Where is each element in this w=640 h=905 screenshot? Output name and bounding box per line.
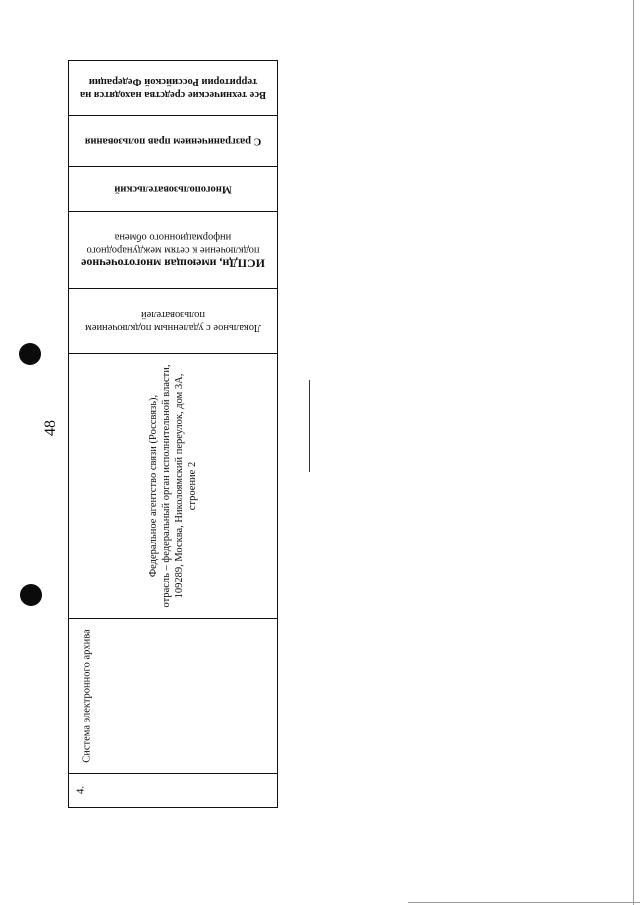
cell-text [81, 629, 94, 762]
text-line: подключение к сетям международного [86, 244, 260, 255]
text-line: ИСПДн, имеющая многоточечное [80, 256, 266, 270]
text-line: 4. [74, 785, 87, 795]
cell-text [75, 786, 88, 794]
text-line: Многопользовательский [114, 183, 232, 194]
page-number: 48 [42, 420, 59, 436]
cell-ispdn-connection [69, 211, 277, 288]
text-line: пользователей [140, 308, 206, 320]
data-table [68, 60, 278, 808]
page-edge-bottom [408, 902, 640, 903]
cell-access-rights [69, 115, 277, 166]
text-line: 109289, Москва, Николоямский переулок, дом 3А, [174, 373, 185, 598]
text-line: информационного обмена [114, 231, 232, 242]
cell-operator [69, 353, 277, 618]
text-line: С разграничением прав пользования [84, 135, 262, 146]
text-line: Локальное с удаленным подключением [85, 321, 261, 333]
margin-mark-line [309, 380, 310, 472]
cell-text [81, 230, 265, 269]
cell-text [80, 75, 266, 101]
cell-system-name [69, 618, 277, 773]
punch-hole-top [19, 343, 41, 365]
text-line: территории Российской Федерации [88, 76, 258, 87]
punch-hole-bottom [20, 584, 42, 606]
cell-text [147, 364, 199, 607]
cell-local-remote [69, 288, 277, 353]
cell-territory [69, 61, 277, 115]
text-line: Все технические средства находятся на [79, 89, 267, 100]
cell-text [85, 308, 261, 334]
cell-multi-user [69, 166, 277, 211]
cell-row-number [69, 773, 277, 807]
page-edge-right [633, 0, 634, 905]
text-line: Федеральное агентство связи (Россвязь), [148, 394, 159, 577]
text-line: Система электронного архива [81, 628, 93, 763]
text-line: строение 2 [187, 461, 198, 510]
cell-text [85, 134, 261, 147]
cell-text [114, 182, 231, 195]
text-line: отрасль – федеральный орган исполнительной власти, [161, 363, 172, 608]
